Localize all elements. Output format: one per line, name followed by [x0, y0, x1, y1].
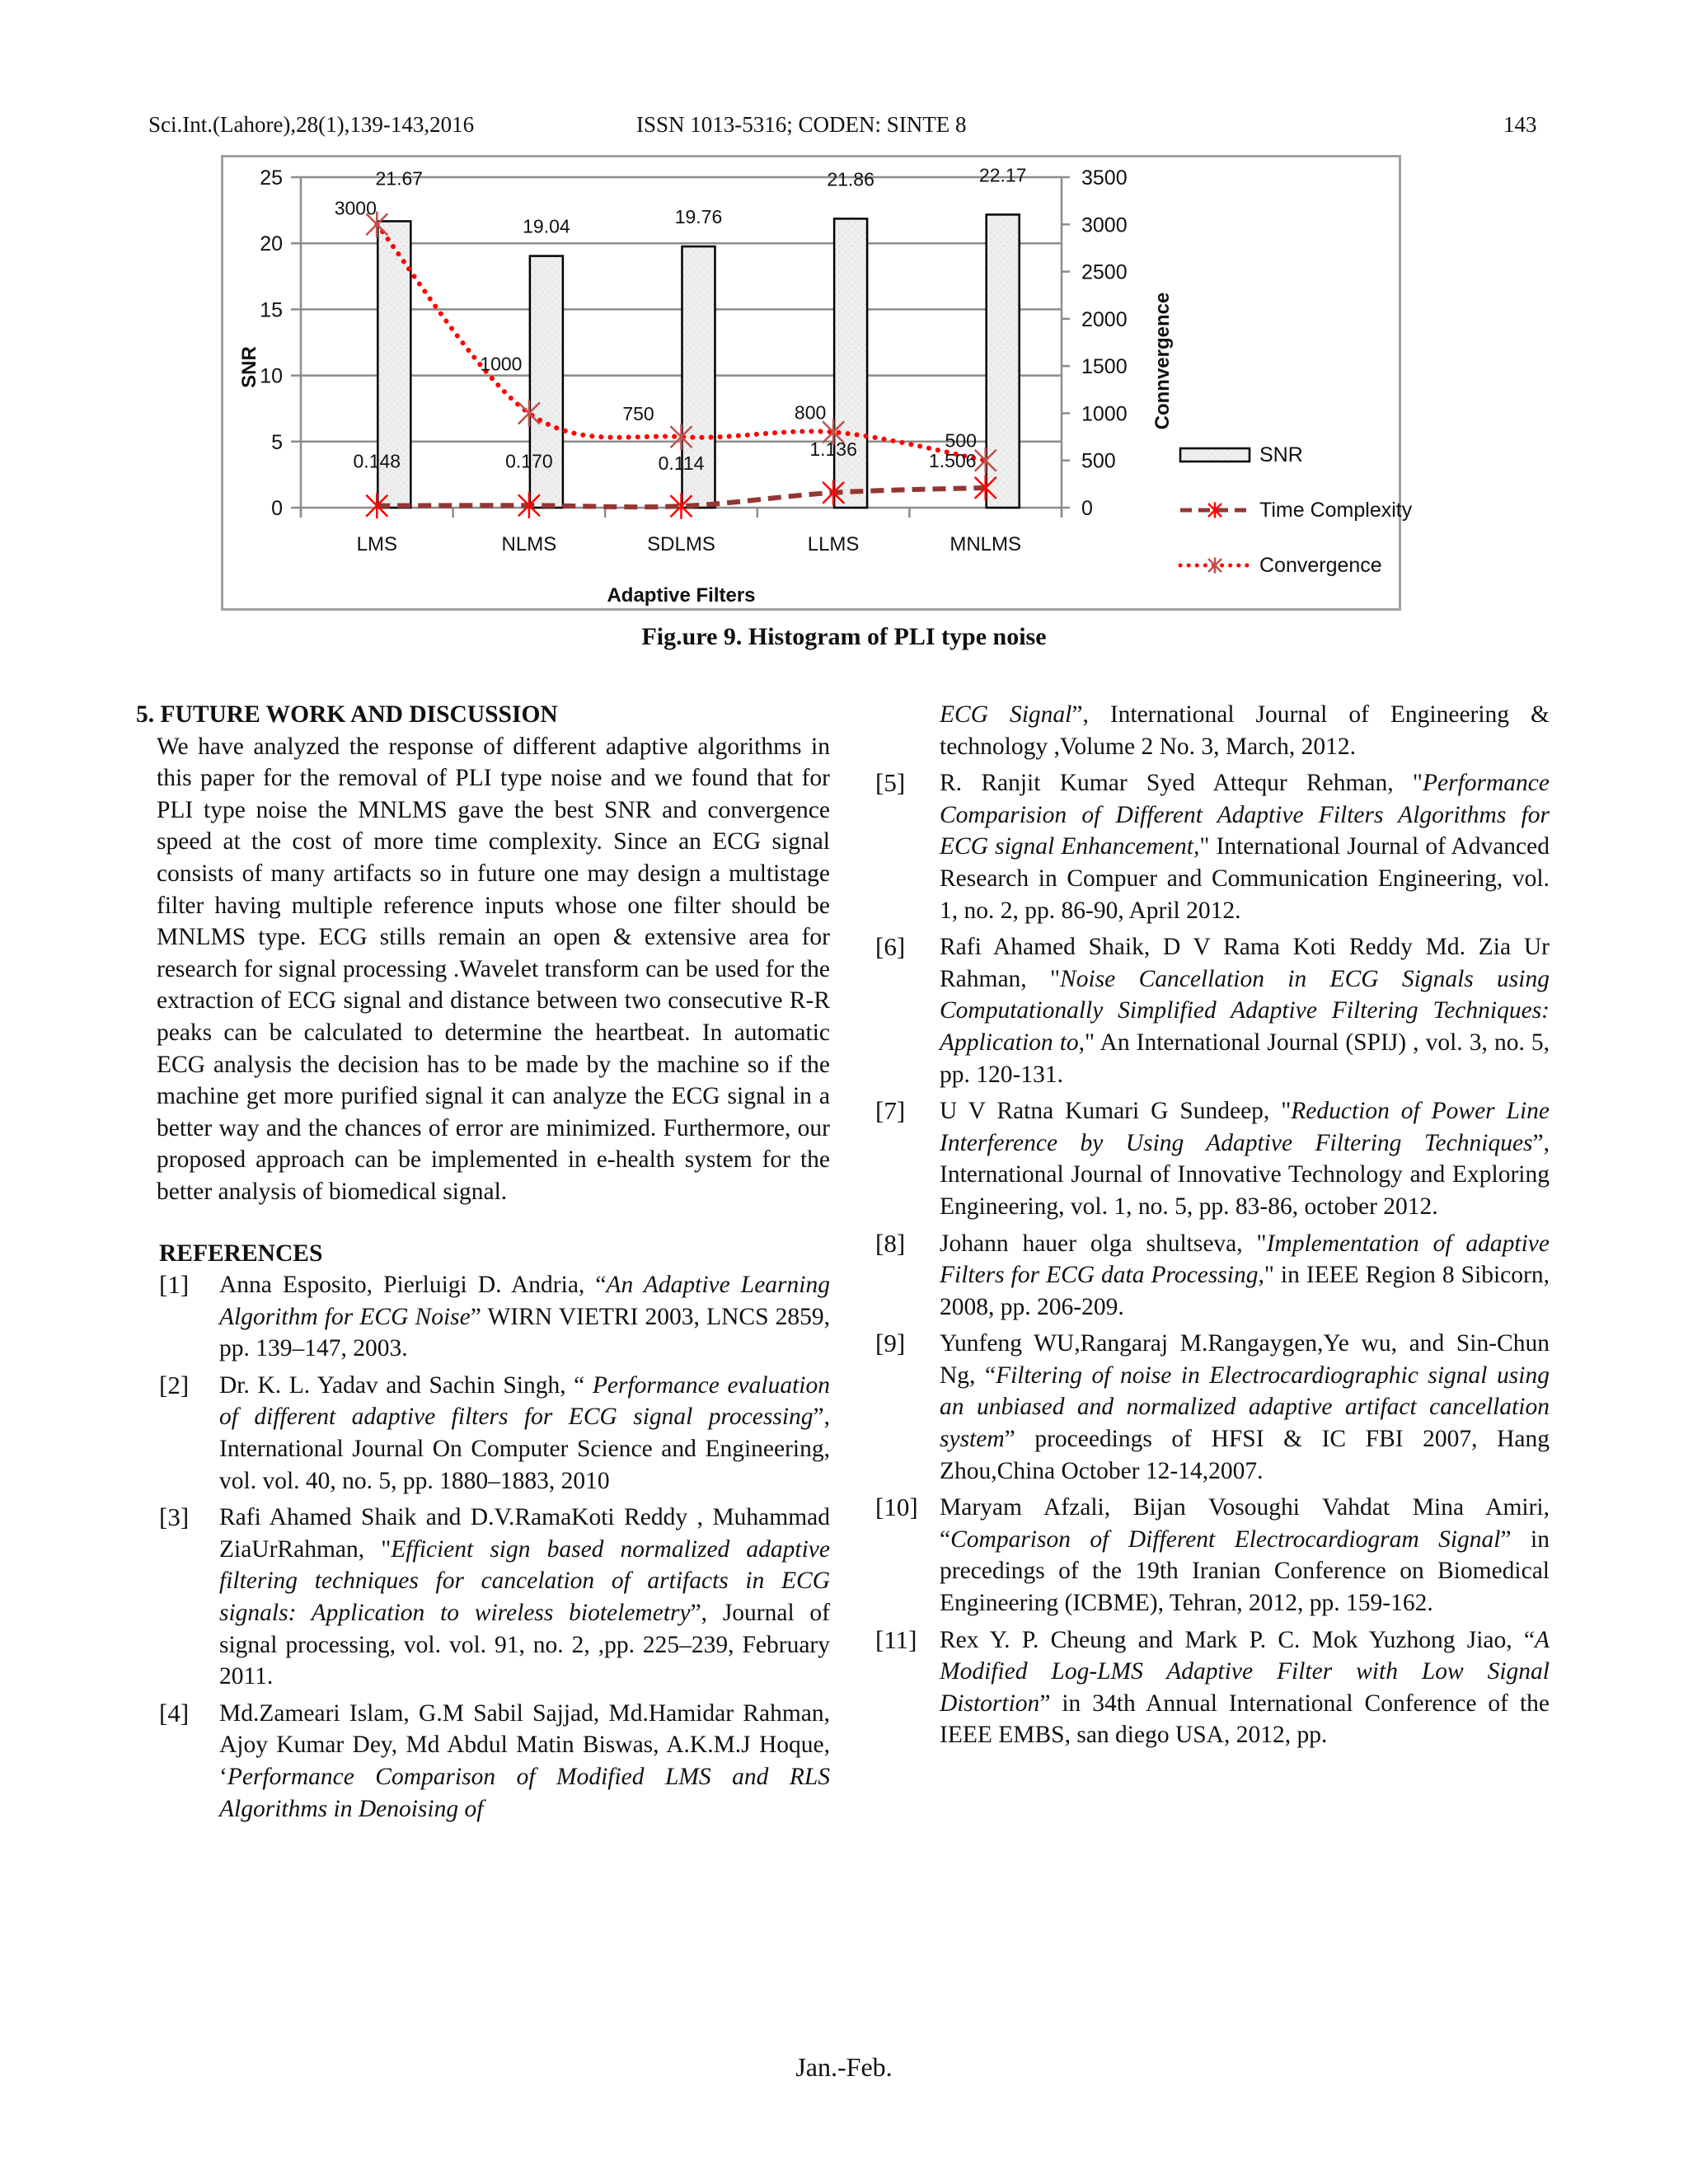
y-tick-label: 10	[260, 364, 283, 388]
reference-authors: Md.Zameari Islam, G.M Sabil Sajjad, Md.Hamidar Rahman, Ajoy Kumar Dey, Md Abdul Matin Biswas, A.K.M.J Hoque, ‘	[219, 1699, 830, 1790]
time-complexity-value-label: 0.170	[505, 450, 553, 472]
time-complexity-value-label: 0.114	[658, 452, 705, 475]
snr-value-label: 21.86	[827, 168, 874, 190]
reference-number: [6]	[875, 932, 906, 962]
section-body: We have analyzed the response of different adaptive algorithms in this paper for the removal of PLI type noise and we found that for PLI type noise the MNLMS gave the best SNR and convergence speed at the cost of more time complexity. Since an ECG signal consists of many artifacts so in future one may design a multistage filter having multiple reference inputs whose one filter should be MNLMS type. ECG stills remain an open & extensive area for research for signal processing .Wavelet transform can be used for the extraction of ECG signal and distance between two consecutive R-R peaks can be calculated to determine the heartbeat. In automatic ECG analysis the decision has to be made by the machine so if the machine get more purified signal it can analyze the ECG signal in a better way and the chances of error are minimized. Furthermore, our proposed approach can be implemented in e-health system for the better analysis of biomedical signal.	[157, 733, 830, 1205]
y2-tick-label: 0	[1081, 497, 1093, 520]
reference-item	[875, 1228, 1550, 1324]
y-tick-label: 5	[271, 430, 283, 454]
reference-title: Comparison of Different Electrocardiogram Signal	[950, 1526, 1501, 1553]
reference-number: [1]	[159, 1270, 190, 1300]
time-complexity-value-label: 0.148	[353, 450, 401, 472]
snr-bar	[987, 214, 1020, 508]
reference-number: [3]	[159, 1502, 190, 1532]
reference-authors: Rex Y. P. Cheung and Mark P. C. Mok Yuzhong Jiao, “	[940, 1626, 1535, 1653]
reference-item	[136, 1370, 830, 1497]
reference-authors: Johann hauer olga shultseva, "	[940, 1230, 1267, 1257]
y2-tick-label: 1000	[1081, 402, 1128, 426]
legend-label: SNR	[1259, 443, 1303, 466]
y2-tick-label: 2500	[1081, 260, 1128, 284]
reference-authors: Rafi Ahamed Shaik and D.V.RamaKoti Reddy , Muhammad ZiaUrRahman, "	[219, 1504, 830, 1563]
reference-details: " International Journal of Advanced Research in Compuer and Communication Engineering, vol. 1, no. 2, pp. 86-90, April 2012.	[940, 833, 1550, 924]
x-tick-label: LLMS	[807, 533, 860, 555]
reference-item	[136, 1698, 830, 1825]
section-title: 5. FUTURE WORK AND DISCUSSION	[136, 701, 558, 728]
page-footer: Jan.-Feb.	[795, 2052, 893, 2082]
reference-item	[136, 1502, 830, 1693]
reference-title: Performance evaluation of different adaptive filters for ECG signal processing	[219, 1371, 830, 1431]
reference-number: [8]	[875, 1228, 906, 1258]
reference-number: [9]	[875, 1329, 906, 1358]
reference-number: [7]	[875, 1096, 906, 1126]
references-list-left	[136, 1269, 830, 1825]
reference-title: Noise Cancellation in ECG Signals using Computationally Simplified Adaptive Filtering Techniques: Application to	[940, 965, 1550, 1056]
reference-authors: Dr. K. L. Yadav and Sachin Singh, “	[219, 1371, 593, 1399]
page-number: 143	[1503, 112, 1537, 137]
y-tick-label: 25	[260, 166, 283, 190]
reference-number: [10]	[875, 1493, 918, 1522]
reference-details: ” proceedings of HFSI & IC FBI 2007, Hang Zhou,China October 12-14,2007.	[940, 1426, 1550, 1484]
reference-authors: Anna Esposito, Pierluigi D. Andria, “	[219, 1272, 607, 1299]
reference-authors: Maryam Afzali, Bijan Vosoughi Vahdat Mina Amiri, “	[940, 1494, 1550, 1553]
convergence-value-label: 500	[945, 429, 977, 452]
reference-title: Reduction of Power Line Interference by Using Adaptive Filtering Techniques	[940, 1098, 1550, 1156]
reference-details: ” in precedings of the 19th Iranian Conference on Biomedical Engineering (ICBME), Tehran, 2012, pp. 159-162.	[940, 1526, 1550, 1617]
reference-title: Performance Comparision of Different Adaptive Filters Algorithms for ECG signal Enhancement,	[940, 770, 1550, 860]
y-axis-title: SNR	[238, 346, 260, 388]
reference-item	[875, 699, 1550, 762]
reference-title: Performance Comparison of Modified LMS and RLS Algorithms in Denoising of	[219, 1764, 830, 1822]
convergence-value-label: 3000	[334, 197, 377, 219]
reference-item	[875, 1328, 1550, 1487]
reference-item	[875, 1492, 1550, 1619]
convergence-value-label: 1000	[480, 353, 523, 375]
snr-value-label: 19.76	[674, 206, 723, 228]
y2-tick-label: 2000	[1081, 307, 1128, 331]
chart-legend	[1180, 443, 1413, 577]
reference-details: " in IEEE Region 8 Sibicorn, 2008, pp. 206-209.	[940, 1262, 1550, 1320]
reference-details: ” in 34th Annual International Conference of the IEEE EMBS, san diego USA, 2012, pp.	[940, 1690, 1550, 1749]
reference-authors: Rafi Ahamed Shaik, D V Rama Koti Reddy Md. Zia Ur Rahman, "	[940, 934, 1550, 992]
legend-label: Convergence	[1259, 554, 1382, 577]
right-column	[875, 699, 1550, 1756]
running-header-journal: Sci.Int.(Lahore),28(1),139-143,2016	[148, 112, 475, 137]
reference-authors: U V Ratna Kumari G Sundeep, "	[940, 1098, 1292, 1125]
references-title: REFERENCES	[159, 1240, 323, 1267]
reference-authors: Yunfeng WU,Rangaraj M.Rangaygen,Ye wu, and Sin-Chun Ng, “	[940, 1330, 1550, 1389]
legend-snr-swatch	[1180, 448, 1250, 462]
reference-authors: R. Ranjit Kumar Syed Attequr Rehman, "	[940, 770, 1423, 797]
reference-item	[875, 1624, 1550, 1751]
snr-bar	[834, 218, 867, 508]
reference-title: ECG Signal	[940, 701, 1072, 728]
y2-tick-label: 500	[1081, 449, 1116, 473]
running-header-issn: ISSN 1013-5316; CODEN: SINTE 8	[636, 112, 967, 137]
y-tick-label: 20	[260, 232, 283, 256]
time-complexity-value-label: 1.506	[928, 449, 977, 471]
reference-number: [5]	[875, 768, 906, 798]
reference-details: ”, International Journal of Engineering & technology ,Volume 2 No. 3, March, 2012.	[940, 701, 1550, 760]
reference-details: ” WIRN VIETRI 2003, LNCS 2859, pp. 139–147, 2003.	[219, 1303, 831, 1362]
x-axis-title: Adaptive Filters	[607, 584, 756, 607]
legend-label: Time Complexity	[1259, 499, 1413, 522]
time-complexity-value-label: 1.136	[809, 438, 857, 460]
reference-title: Implementation of adaptive Filters for ECG data Processing,	[940, 1230, 1550, 1289]
y2-tick-label: 3000	[1081, 213, 1128, 237]
reference-title: A Modified Log-LMS Adaptive Filter with Low Signal Distortion	[940, 1626, 1550, 1717]
reference-item	[875, 767, 1550, 926]
y2-axis-title: Connvergence	[1151, 292, 1174, 430]
y-tick-label: 0	[271, 497, 283, 520]
snr-value-label: 22.17	[978, 164, 1027, 186]
y2-tick-label: 1500	[1081, 355, 1128, 379]
y-tick-label: 15	[260, 298, 283, 322]
x-tick-label: NLMS	[501, 533, 557, 555]
x-tick-label: LMS	[356, 533, 397, 555]
reference-number: [4]	[159, 1698, 190, 1727]
snr-value-label: 19.04	[523, 215, 570, 237]
reference-item	[875, 931, 1550, 1090]
reference-number: [2]	[159, 1370, 190, 1399]
references-list-right	[875, 699, 1550, 1751]
reference-details: ”, Journal of signal processing, vol. vol. 91, no. 2, ,pp. 225–239, February 2011.	[219, 1600, 831, 1690]
convergence-value-label: 800	[794, 401, 827, 424]
y2-tick-label: 3500	[1081, 166, 1128, 190]
reference-title: An Adaptive Learning Algorithm for ECG Noise	[219, 1272, 830, 1330]
x-tick-label: SDLMS	[647, 533, 715, 555]
legend-convergence-marker-icon	[1208, 557, 1221, 573]
x-tick-label: MNLMS	[950, 533, 1022, 555]
reference-number: [11]	[875, 1624, 917, 1654]
reference-details: ”, International Journal of Innovative Technology and Exploring Engineering, vol. 1, no. 5, pp. 83-86, october 2012.	[940, 1129, 1550, 1220]
left-column	[136, 699, 830, 1830]
figure-caption: Fig.ure 9. Histogram of PLI type noise	[641, 623, 1047, 650]
reference-item	[136, 1269, 830, 1365]
reference-title: Filtering of noise in Electrocardiographic signal using an unbiased and normalized adaptive artifact cancellation system	[940, 1361, 1550, 1453]
convergence-value-label: 750	[622, 403, 654, 425]
combo-chart	[0, 0, 1688, 626]
reference-details: ," An International Journal (SPIJ) , vol. 3, no. 5, pp. 120-131.	[940, 1029, 1550, 1088]
snr-value-label: 21.67	[375, 167, 424, 190]
reference-title: Efficient sign based normalized adaptive filtering techniques for cancelation of artifacts in ECG signals: Application to wireless biotelemetry	[219, 1535, 830, 1627]
reference-item	[875, 1095, 1550, 1222]
reference-details: ”, International Journal On Computer Science and Engineering, vol. vol. 40, no. 5, pp. 1880–1883, 2010	[219, 1404, 830, 1494]
